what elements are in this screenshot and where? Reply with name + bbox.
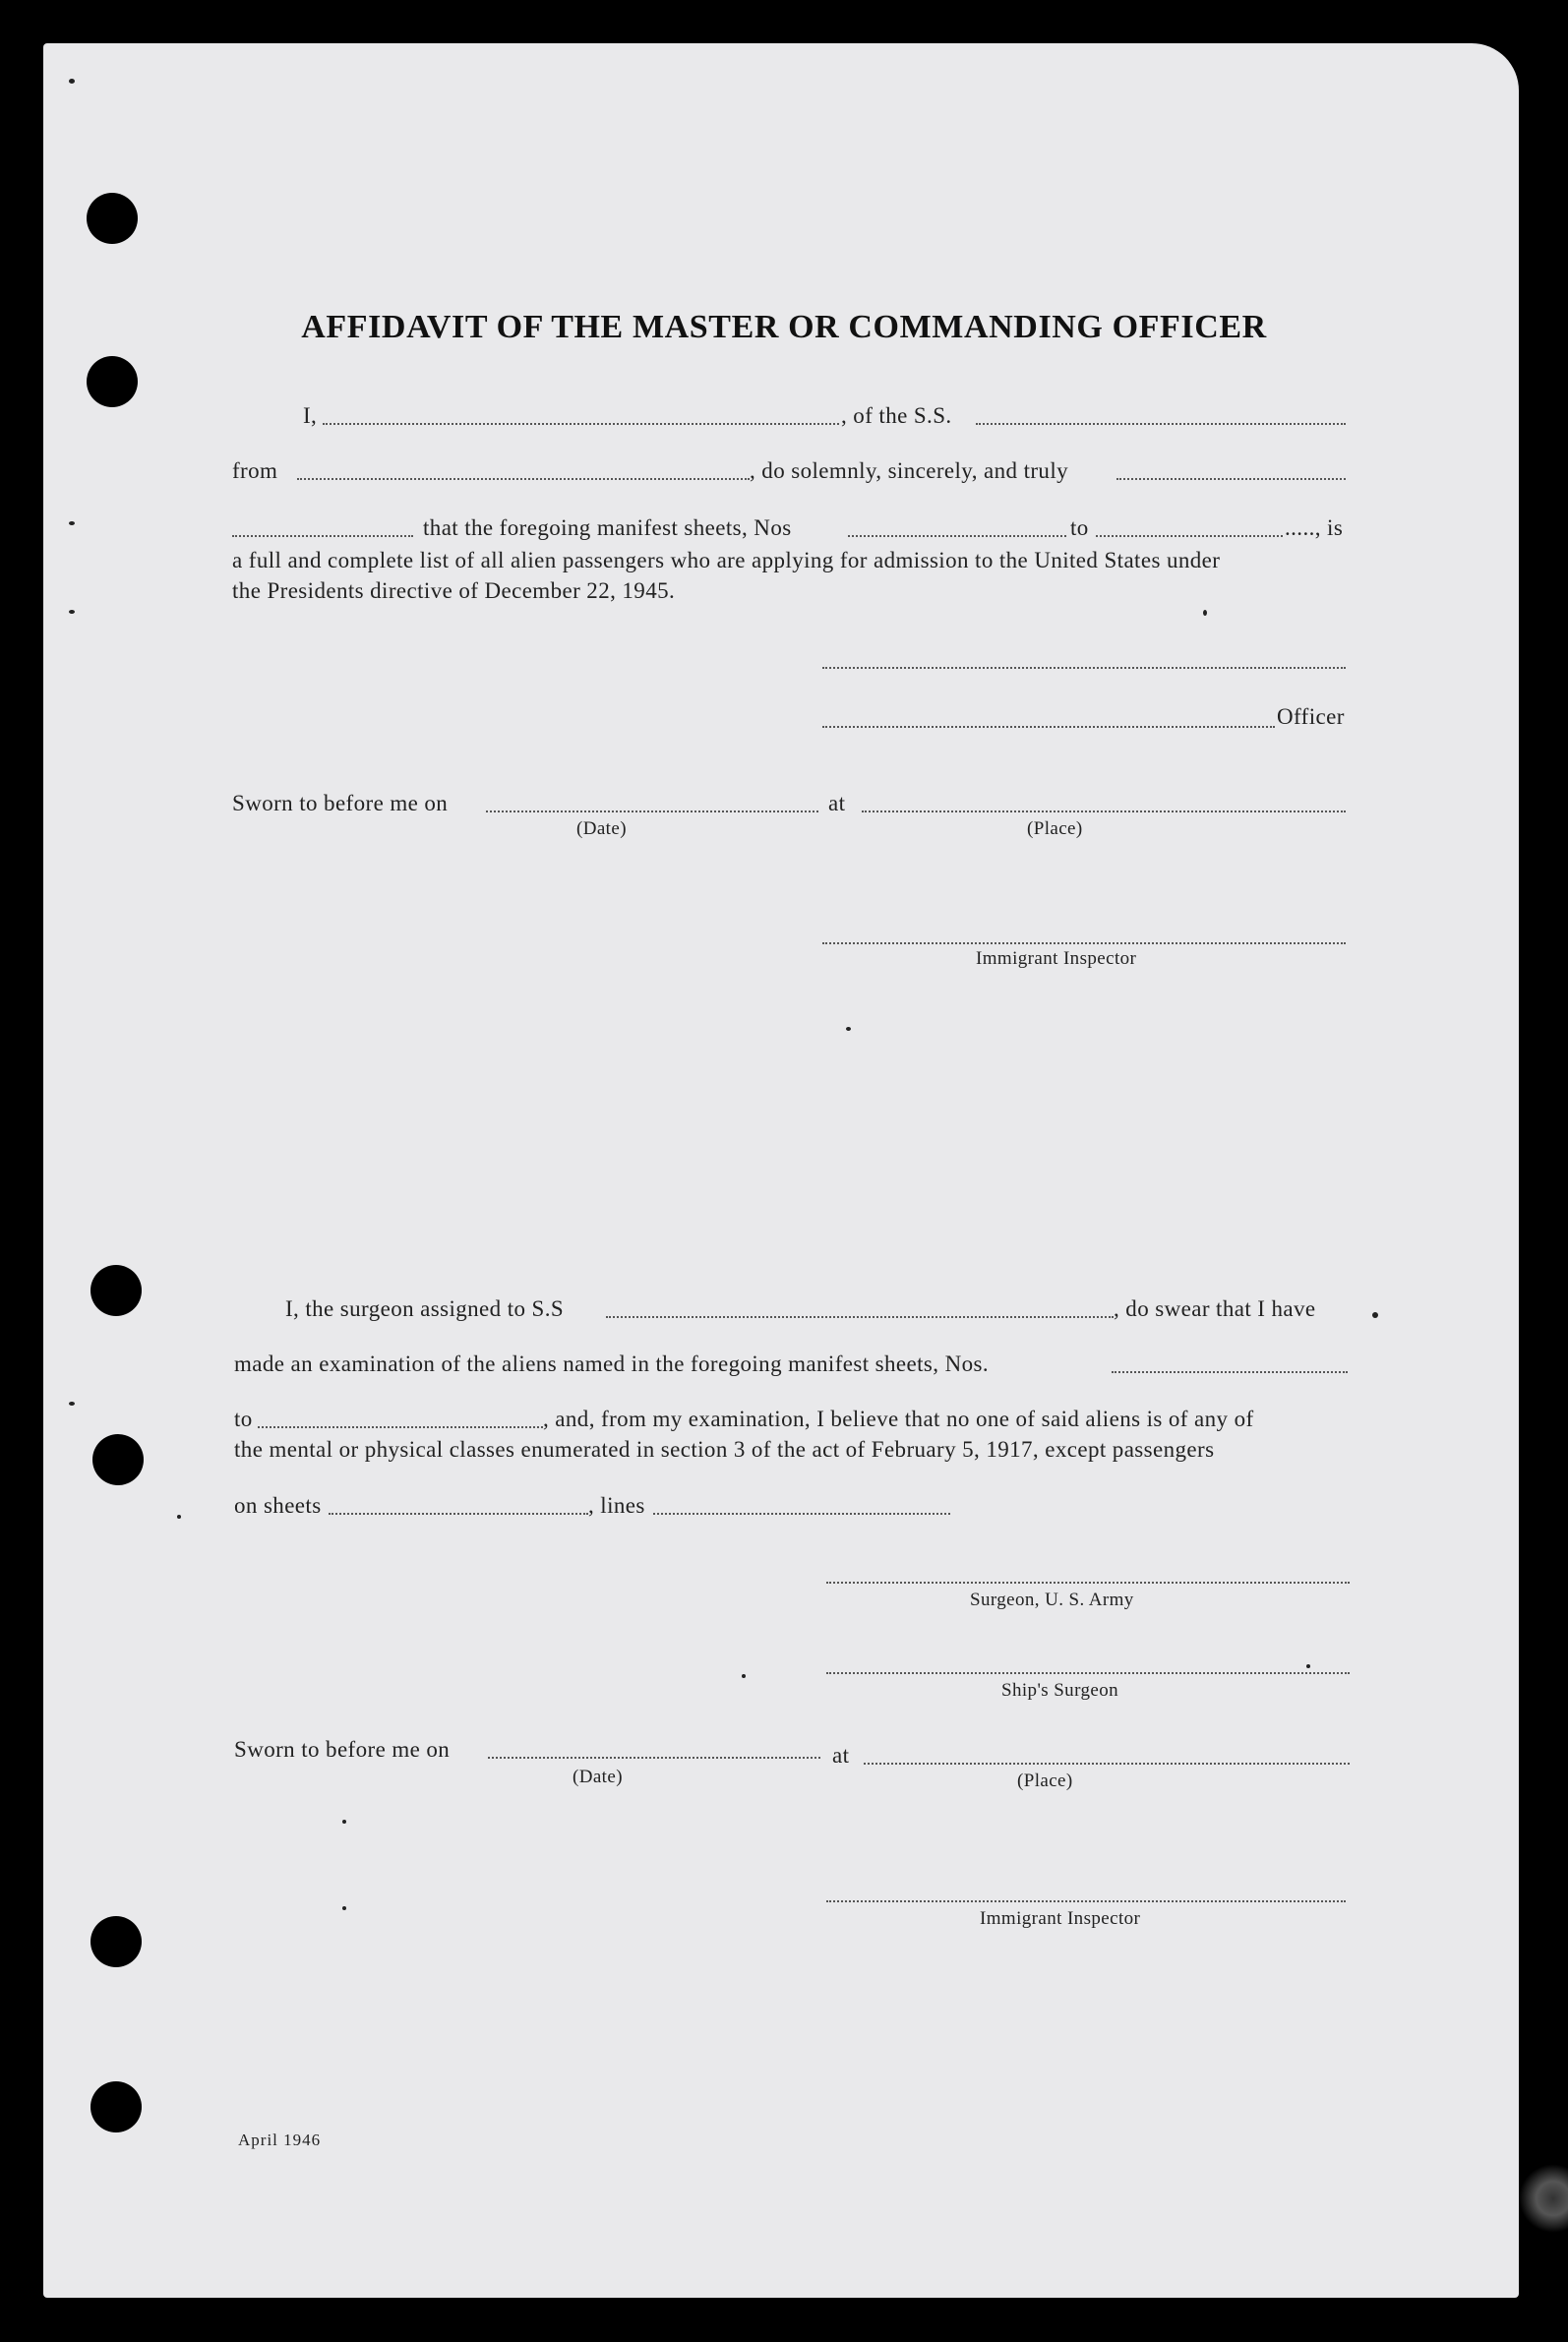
form-page	[43, 43, 1519, 2298]
speck	[69, 1402, 75, 1406]
speck	[342, 1820, 346, 1824]
surgeon-date-blank[interactable]	[488, 1757, 820, 1759]
surgeon-line5-mid: , lines	[588, 1493, 645, 1518]
surgeon-line5-start: on sheets	[234, 1493, 322, 1518]
form-title: AFFIDAVIT OF THE MASTER OR COMMANDING OFFICER	[301, 309, 1267, 345]
master-ship-blank[interactable]	[976, 423, 1346, 425]
master-inspector-label: Immigrant Inspector	[976, 948, 1137, 969]
officer-label: Officer	[1277, 704, 1345, 729]
surgeon-line4: the mental or physical classes enumerated in section 3 of the act of February 5, 1917, except passengers	[234, 1437, 1215, 1462]
master-nos-to-blank[interactable]	[1096, 535, 1283, 537]
speck	[846, 1027, 851, 1031]
ship-surgeon-label: Ship's Surgeon	[1001, 1680, 1118, 1701]
punch-hole	[90, 2081, 142, 2132]
master-place-label: (Place)	[1027, 818, 1083, 839]
master-line5: the Presidents directive of December 22, 1945.	[232, 578, 676, 603]
punch-hole	[87, 356, 138, 407]
master-place-blank[interactable]	[862, 811, 1346, 812]
surgeon-place-blank[interactable]	[864, 1763, 1350, 1765]
master-line1-start: I,	[303, 403, 318, 428]
punch-hole	[87, 193, 138, 244]
master-inspector-blank[interactable]	[822, 942, 1346, 944]
master-nos-from-blank[interactable]	[848, 535, 1066, 537]
speck	[69, 521, 75, 525]
speck	[1306, 1664, 1310, 1668]
surgeon-line1-end: , do swear that I have	[1114, 1296, 1316, 1321]
master-sworn-label: Sworn to before me on	[232, 791, 449, 815]
officer-signature-blank[interactable]	[822, 726, 1275, 728]
form-date-footer: April 1946	[238, 2131, 322, 2149]
master-signature-blank[interactable]	[822, 667, 1346, 669]
surgeon-at-label: at	[832, 1743, 850, 1768]
surgeon-date-label: (Date)	[573, 1767, 623, 1787]
ship-surgeon-signature-blank[interactable]	[826, 1672, 1350, 1674]
master-at-label: at	[828, 791, 846, 815]
master-date-blank[interactable]	[486, 811, 818, 812]
punch-hole	[92, 1434, 144, 1485]
surgeon-lines-blank[interactable]	[653, 1513, 950, 1515]
surgeon-nos-blank[interactable]	[1112, 1371, 1348, 1373]
surgeon-line1-start: I, the surgeon assigned to S.S	[285, 1296, 565, 1321]
surgeon-inspector-label: Immigrant Inspector	[980, 1908, 1141, 1929]
surgeon-sworn-label: Sworn to before me on	[234, 1737, 451, 1762]
army-surgeon-signature-blank[interactable]	[826, 1582, 1350, 1584]
speck	[342, 1906, 346, 1910]
surgeon-line2: made an examination of the aliens named in the foregoing manifest sheets, Nos.	[234, 1351, 989, 1376]
surgeon-ship-blank[interactable]	[606, 1316, 1114, 1318]
master-line2-mid: , do solemnly, sincerely, and truly	[750, 458, 1069, 483]
punch-hole	[90, 1916, 142, 1967]
surgeon-sheets-blank[interactable]	[329, 1513, 588, 1515]
speck	[742, 1674, 746, 1678]
surgeon-line3-end: , and, from my examination, I believe that no one of said aliens is of any of	[543, 1407, 1254, 1431]
surgeon-line3-start: to	[234, 1407, 253, 1431]
master-date-label: (Date)	[576, 818, 627, 839]
speck	[177, 1515, 181, 1519]
surgeon-nos-to-blank[interactable]	[258, 1426, 543, 1428]
master-line1-mid: , of the S.S.	[841, 403, 952, 428]
master-name-blank[interactable]	[323, 423, 839, 425]
surgeon-place-label: (Place)	[1017, 1771, 1073, 1791]
surgeon-inspector-blank[interactable]	[826, 1900, 1346, 1902]
master-line2-start: from	[232, 458, 278, 483]
speck	[69, 79, 75, 84]
master-line4: a full and complete list of all alien passengers who are applying for admission to the United States under	[232, 548, 1221, 572]
speck	[1372, 1312, 1378, 1318]
master-line3-mid: that the foregoing manifest sheets, Nos	[423, 515, 792, 540]
master-oath-blank[interactable]	[1116, 478, 1346, 480]
master-from-blank[interactable]	[297, 478, 750, 480]
master-oath2-blank[interactable]	[232, 535, 413, 537]
army-surgeon-label: Surgeon, U. S. Army	[970, 1590, 1134, 1610]
speck	[1203, 610, 1207, 616]
speck	[69, 610, 75, 614]
page-stain	[1519, 2164, 1568, 2233]
master-line3-to: to	[1070, 515, 1089, 540]
master-line3-end: ....., is	[1285, 515, 1344, 540]
punch-hole	[90, 1265, 142, 1316]
